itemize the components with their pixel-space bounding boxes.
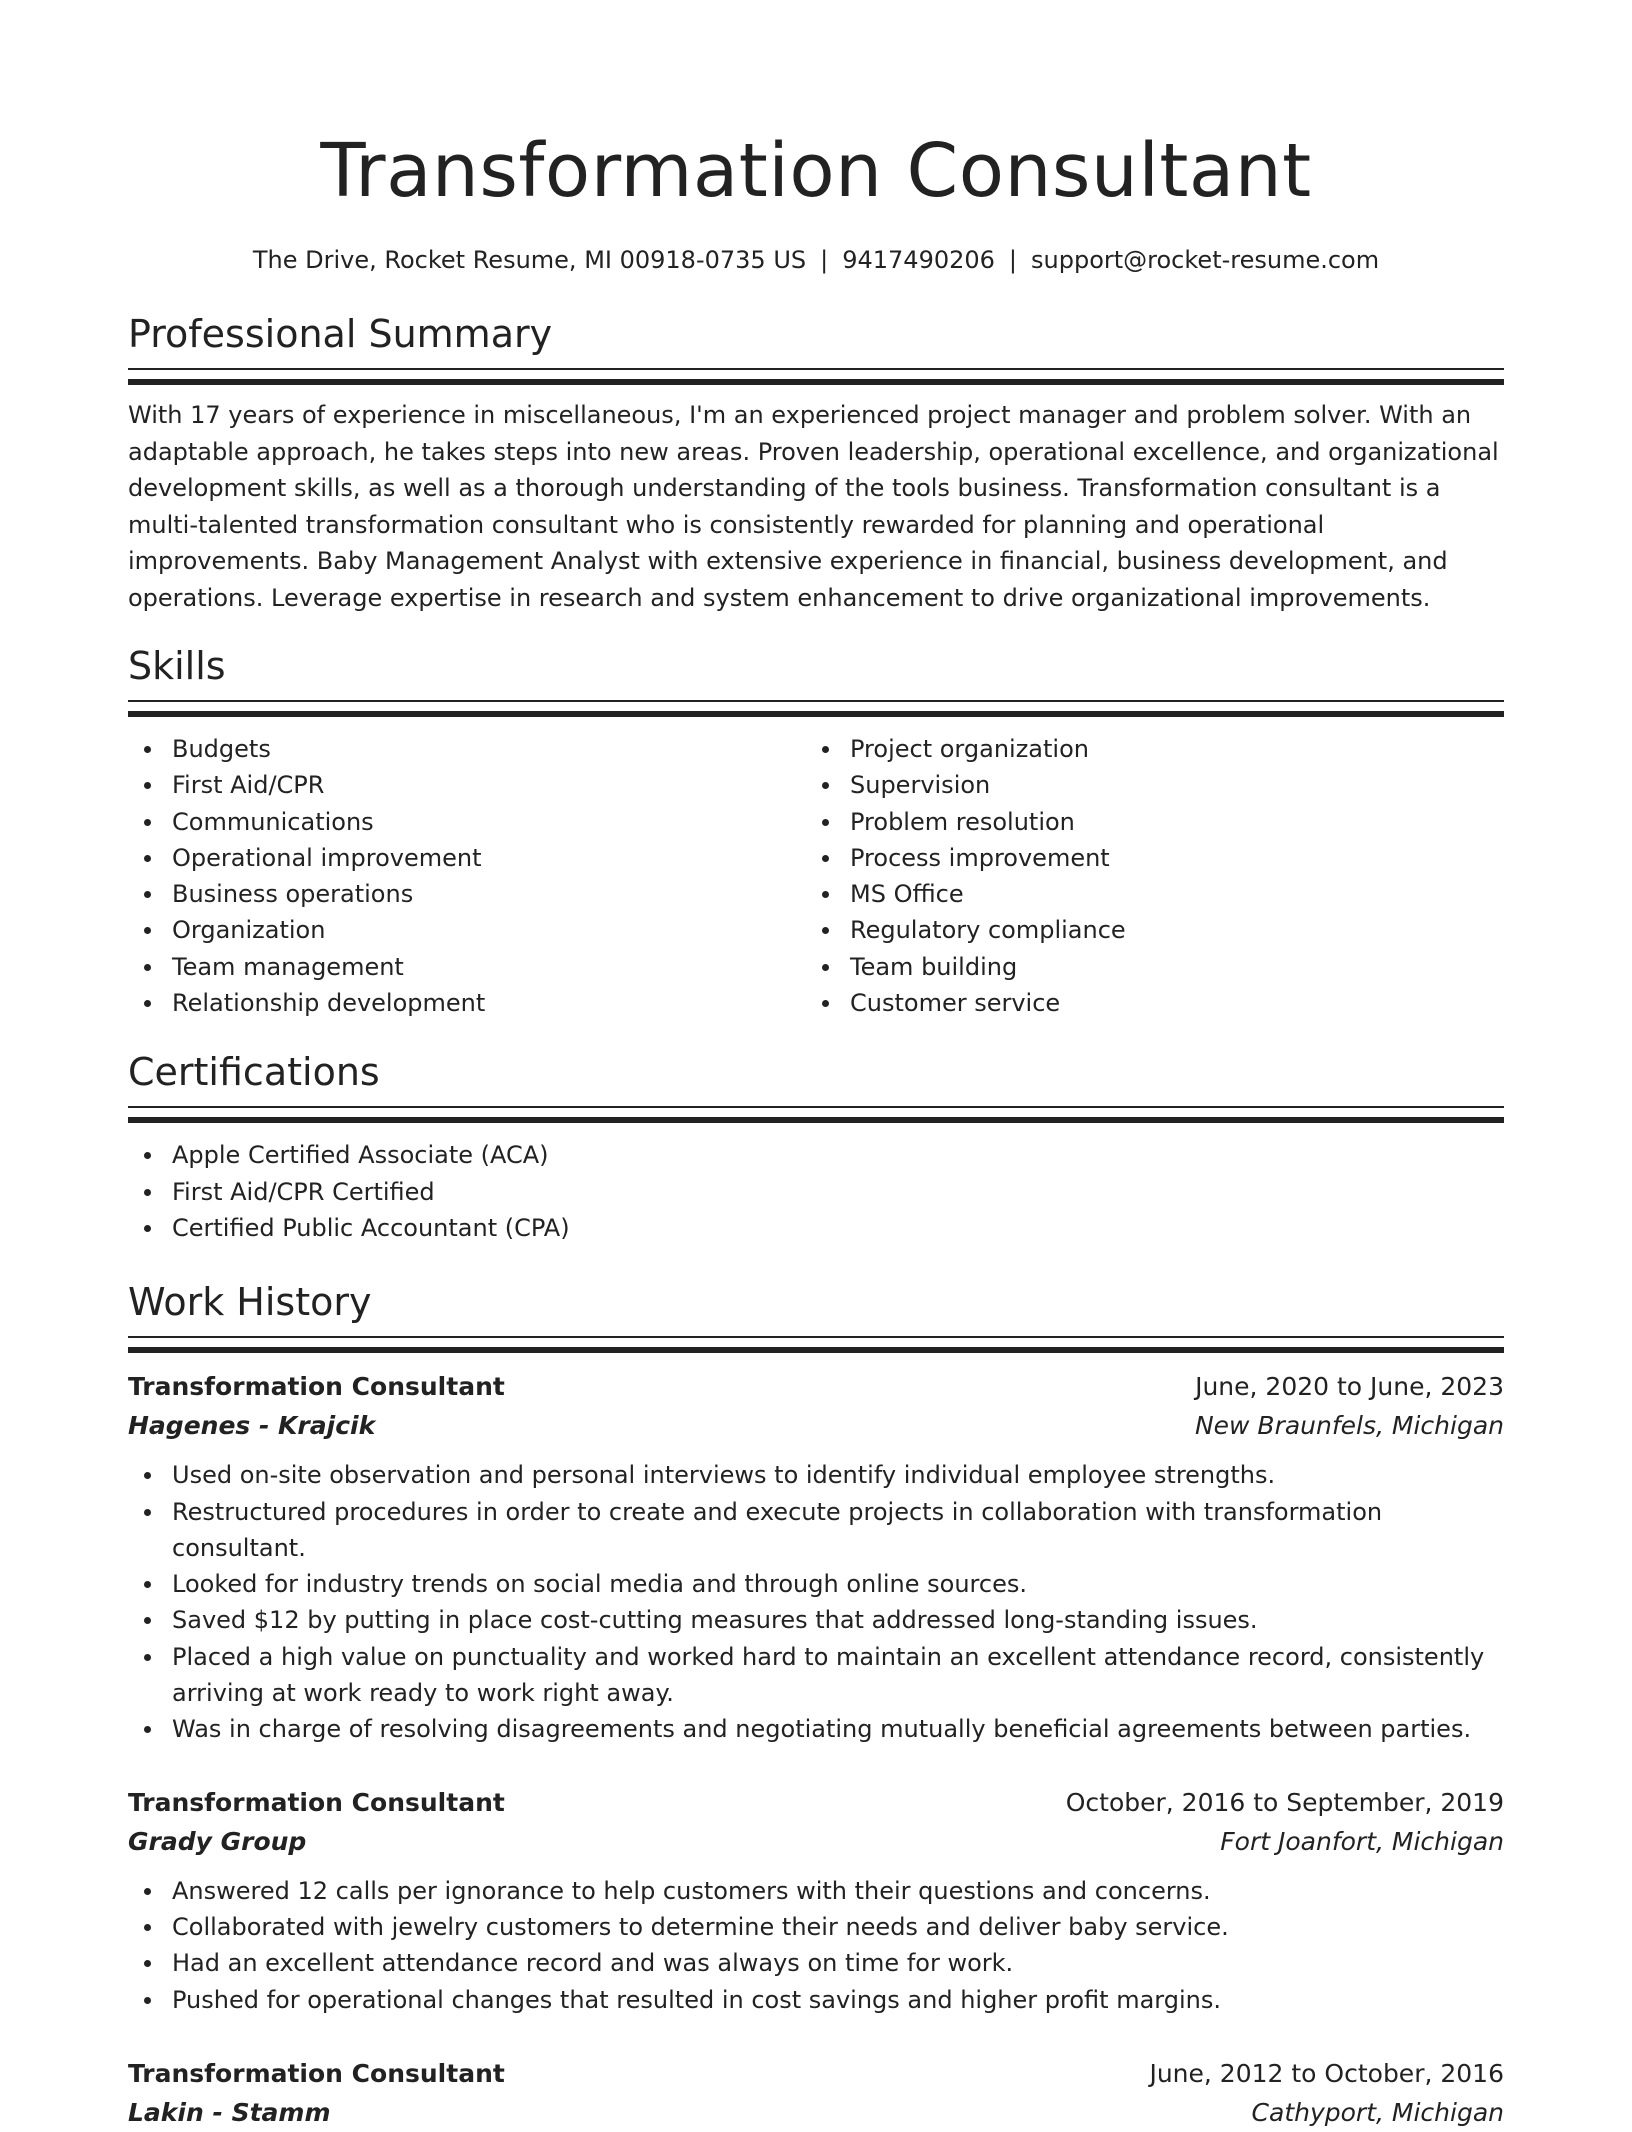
job-entry bbox=[128, 1783, 1504, 2018]
resume-name: Transformation Consultant bbox=[320, 128, 1312, 214]
skill-item: Customer service bbox=[806, 985, 1484, 1021]
job-header-row bbox=[128, 2054, 1504, 2093]
job-company: Hagenes - Krajcik bbox=[128, 1411, 376, 1441]
job-company: Lakin - Stamm bbox=[128, 2097, 331, 2127]
skills-list-left bbox=[128, 731, 806, 1021]
job-bullets bbox=[128, 1873, 1504, 2018]
certification-item: Certified Public Accountant (CPA) bbox=[128, 1210, 1504, 1246]
job-title: Transformation Consultant bbox=[128, 2058, 505, 2088]
skill-item: Team building bbox=[806, 949, 1484, 985]
skills-list-right bbox=[806, 731, 1484, 1021]
section-title-skills: Skills bbox=[128, 644, 226, 688]
contact-separator: | bbox=[820, 246, 829, 274]
job-company-row bbox=[128, 1822, 1504, 1861]
skill-item: Operational improvement bbox=[128, 840, 806, 876]
skill-item: First Aid/CPR bbox=[128, 767, 806, 803]
certifications-list bbox=[128, 1137, 1504, 1246]
job-entry bbox=[128, 1367, 1504, 1747]
section-title-summary: Professional Summary bbox=[128, 312, 553, 356]
job-bullet: Used on-site observation and personal interviews to identify individual employee strengths. bbox=[128, 1457, 1504, 1493]
job-bullet: Collaborated with jewelry customers to determine their needs and deliver baby service. bbox=[128, 1909, 1504, 1945]
skill-item: Regulatory compliance bbox=[806, 912, 1484, 948]
job-dates: June, 2020 to June, 2023 bbox=[1195, 1372, 1504, 1402]
job-location: Fort Joanfort, Michigan bbox=[1220, 1826, 1504, 1856]
section-title-certifications: Certifications bbox=[128, 1050, 380, 1095]
summary-text: With 17 years of experience in miscellaneous, I'm an experienced project manager and problem solver. With an adaptable approach, he takes steps into new areas. Proven leadership, operational excellence, and organizational development skills, as well as a thorough understanding of the tools business. Transformation consultant is a multi-talented transformation consultant who is consistently rewarded for planning and operational improvements. Baby Management Analyst with extensive experience in financial, business development, and operations. Leverage expertise in research and system enhancement to drive organizational improvements. bbox=[128, 401, 1499, 612]
job-header-row bbox=[128, 1783, 1504, 1822]
job-location: Cathyport, Michigan bbox=[1251, 2097, 1504, 2127]
skill-item: Supervision bbox=[806, 767, 1484, 803]
section-divider bbox=[128, 1336, 1504, 1353]
skill-item: Communications bbox=[128, 804, 806, 840]
job-dates: June, 2012 to October, 2016 bbox=[1149, 2058, 1504, 2088]
certification-item: Apple Certified Associate (ACA) bbox=[128, 1137, 1504, 1173]
contact-separator: | bbox=[1008, 246, 1018, 274]
skill-item: Project organization bbox=[806, 731, 1484, 767]
job-location: New Braunfels, Michigan bbox=[1194, 1411, 1504, 1441]
job-bullet: Was in charge of resolving disagreements and negotiating mutually beneficial agreements between parties. bbox=[128, 1711, 1504, 1747]
job-bullet: Saved $12 by putting in place cost-cutting measures that addressed long-standing issues. bbox=[128, 1602, 1504, 1638]
job-bullet: Had an excellent attendance record and was always on time for work. bbox=[128, 1945, 1504, 1981]
job-bullet: Restructured procedures in order to create and execute projects in collaboration with transformation consultant. bbox=[128, 1494, 1504, 1567]
skill-item: Business operations bbox=[128, 876, 806, 912]
skill-item: Organization bbox=[128, 912, 806, 948]
section-title-work-history: Work History bbox=[128, 1280, 372, 1325]
job-bullet: Looked for industry trends on social media and through online sources. bbox=[128, 1566, 1504, 1602]
job-bullet: Answered 12 calls per ignorance to help customers with their questions and concerns. bbox=[128, 1873, 1504, 1909]
job-bullets bbox=[128, 1457, 1504, 1747]
section-divider bbox=[128, 700, 1504, 717]
job-company: Grady Group bbox=[128, 1826, 307, 1856]
contact-phone: 9417490206 bbox=[842, 246, 995, 274]
job-entry bbox=[128, 2054, 1504, 2132]
skills-columns bbox=[128, 731, 1504, 1021]
skill-item: Budgets bbox=[128, 731, 806, 767]
contact-address: The Drive, Rocket Resume, MI 00918-0735 US bbox=[252, 246, 807, 274]
skill-item: Relationship development bbox=[128, 985, 806, 1021]
section-divider bbox=[128, 1106, 1504, 1123]
job-dates: October, 2016 to September, 2019 bbox=[1065, 1787, 1504, 1817]
skill-item: MS Office bbox=[806, 876, 1484, 912]
job-bullet: Placed a high value on punctuality and worked hard to maintain an excellent attendance record, consistently arriving at work ready to work right away. bbox=[128, 1639, 1504, 1712]
job-company-row bbox=[128, 2093, 1504, 2132]
section-divider bbox=[128, 368, 1504, 385]
job-company-row bbox=[128, 1406, 1504, 1445]
skill-item: Problem resolution bbox=[806, 804, 1484, 840]
job-bullet: Pushed for operational changes that resulted in cost savings and higher profit margins. bbox=[128, 1982, 1504, 2018]
resume-page bbox=[128, 0, 1504, 2132]
job-header-row bbox=[128, 1367, 1504, 1406]
skill-item: Team management bbox=[128, 949, 806, 985]
certification-item: First Aid/CPR Certified bbox=[128, 1174, 1504, 1210]
job-title: Transformation Consultant bbox=[128, 1372, 505, 1402]
contact-line bbox=[128, 244, 1504, 276]
skill-item: Process improvement bbox=[806, 840, 1484, 876]
contact-email: support@rocket-resume.com bbox=[1031, 246, 1380, 274]
job-title: Transformation Consultant bbox=[128, 1787, 505, 1817]
